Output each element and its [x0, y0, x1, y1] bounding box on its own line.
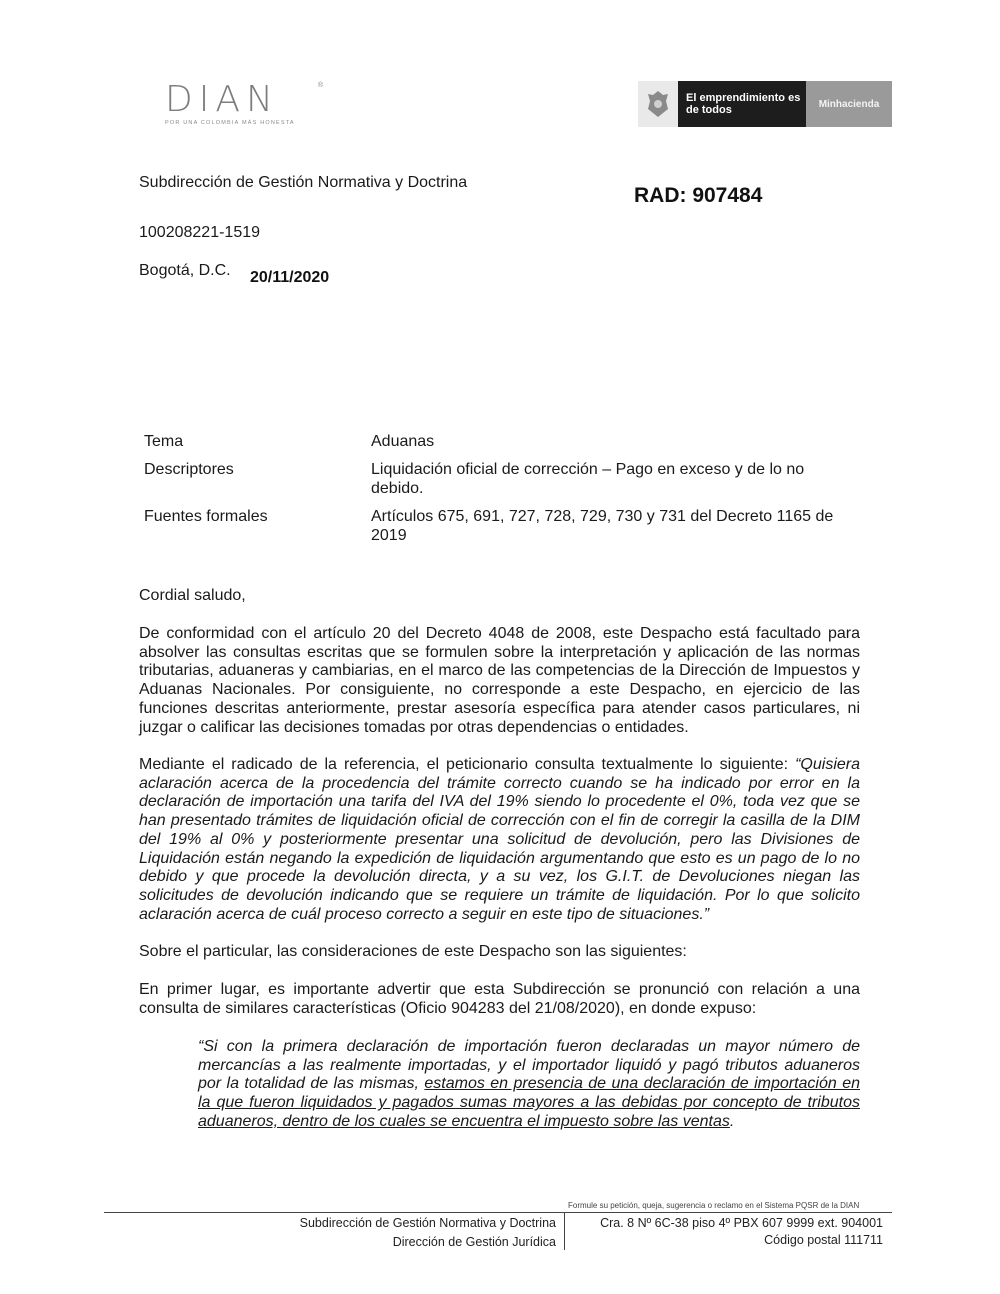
footer-office: Subdirección de Gestión Normativa y Doctrina [299, 1216, 556, 1230]
footer-direction: Dirección de Gestión Jurídica [392, 1235, 556, 1249]
registered-mark-icon: ® [317, 82, 323, 89]
cited-quote-text: “Si con la primera declaración de importación fueron declaradas un mayor número de mercancías a las realmente importadas, y el importador liquidó y pagó tributos aduaneros por la totalidad de las mismas, [198, 1038, 860, 1093]
footer-postal-code: Código postal 111711 [764, 1233, 883, 1247]
consultation-intro: Mediante el radicado de la referencia, el peticionario consulta textualmente lo siguiente: [139, 756, 796, 773]
meta-value-fuentes: Artículos 675, 691, 727, 728, 729, 730 y 731 del Decreto 1165 de 2019 [371, 508, 834, 544]
coat-of-arms-icon [638, 81, 678, 127]
paragraph-competence: De conformidad con el artículo 20 del Decreto 4048 de 2008, este Despacho está facultado para absolver las consultas escritas que se formulen sobre la interpretación y aplicación de las normas tributarias, aduaneras y cambiarias, en el marco de las competencias de la Dirección de Impuestos y Aduanas Nacionales. Por consiguiente, no corresponde a este Despacho, en ejercicio de las funciones descritas anteriormente, prestar asesoría específica para atender casos particulares, ni juzgar o calificar las decisiones tomadas por otras dependencias o entidades. [139, 625, 860, 736]
date-stamp [250, 269, 350, 286]
cited-quote-end: . [729, 1112, 735, 1130]
greeting: Cordial saludo, [139, 587, 246, 604]
dian-logo-tagline: POR UNA COLOMBIA MÁS HONESTA [165, 120, 295, 126]
rad-number: RAD: 907484 [634, 184, 763, 207]
meta-value-descriptores: Liquidación oficial de corrección – Pago en exceso y de lo no debido. [371, 461, 805, 497]
government-banner [638, 81, 892, 127]
banner-ministry: Minhacienda [806, 81, 892, 127]
footer-address: Cra. 8 Nº 6C-38 piso 4º PBX 607 9999 ext. 904001 [600, 1216, 883, 1230]
paragraph-consultation [139, 756, 860, 924]
date-stamp-text: 20/11/2020 [250, 269, 330, 286]
paragraph-considerations: Sobre el particular, las consideraciones de este Despacho son las siguientes: [139, 943, 687, 960]
meta-value-tema: Aduanas [371, 433, 435, 450]
footer-divider [104, 1212, 892, 1213]
cited-quote-underlined: estamos en presencia de una declaración de importación en la que fueron liquidados y pagados sumas mayores a las debidas por concepto de tributos aduaneros, dentro de los cuales se encuentra el impuesto sobre las ventas [198, 1075, 860, 1130]
dian-logo [165, 79, 325, 128]
reference-number: 100208221-1519 [139, 224, 261, 241]
footer-vertical-divider [564, 1213, 565, 1250]
meta-label-descriptores: Descriptores [144, 461, 234, 478]
dian-logo-word: DIAN [165, 79, 279, 120]
paragraph-prior-ruling: En primer lugar, es importante advertir que esta Subdirección se pronunció con relación a una consulta de similares características (Oficio 904283 del 21/08/2020), en donde expuso: [139, 981, 860, 1017]
banner-slogan: El emprendimiento es de todos [678, 81, 806, 127]
consultation-quote: “Quisiera aclaración acerca de la procedencia del trámite correcto cuando se ha indicado por error en la declaración de importación una tarifa del IVA del 19% siendo lo procedente el 0%, toda vez que se han presentado trámites de liquidación oficial de corrección con el fin de corregir la casilla de la DIM del 19% al 0% y posteriormente presentar una solicitud de devolución, pero las Divisiones de Liquidación están negando la expedición de liquidación argumentando que esto es un pago de lo no debido y que procede la devolución directa, y a su vez, los G.I.T. de Devoluciones niegan las solicitudes de devolución indicando que se requiere un trámite de liquidación. Por lo que solicito aclaración acerca de cuál proceso correcto a seguir en este tipo de situaciones.” [139, 756, 860, 923]
meta-label-fuentes: Fuentes formales [144, 508, 268, 525]
cited-quote [198, 1038, 860, 1132]
office-name: Subdirección de Gestión Normativa y Doctrina [139, 174, 468, 191]
city: Bogotá, D.C. [139, 262, 231, 279]
meta-label-tema: Tema [144, 433, 184, 450]
pqsr-notice: Formule su petición, queja, sugerencia o reclamo en el Sistema PQSR de la DIAN [568, 1201, 860, 1210]
